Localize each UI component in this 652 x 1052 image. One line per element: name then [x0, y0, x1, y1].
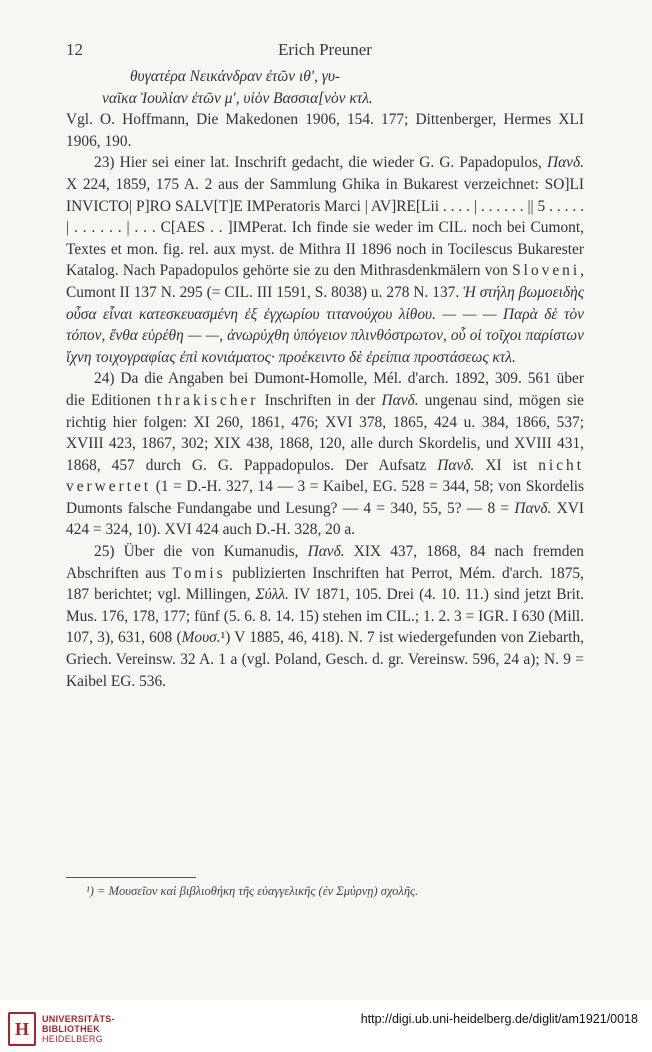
greek-abbreviation: Σύλλ. — [255, 586, 289, 604]
paragraph-text: (1 = D.-H. 327, 14 — 3 = Kaibel, EG. 528 = 344, 58; von Skordelis Dumonts falsche Fundangabe und Lesung? — 4 = 340, 55, 5? — 8 = — [66, 478, 584, 517]
logo-line-2: BIBLIOTHEK — [42, 1024, 100, 1034]
permalink-url[interactable]: http://digi.ub.uni-heidelberg.de/diglit/am1921/0018 — [360, 1012, 638, 1026]
paragraph-text: XIX 437, 1868, 84 nach fremden Abschriften aus — [66, 543, 584, 582]
greek-abbreviation: Πανδ. — [546, 154, 584, 172]
digitization-footer — [0, 1000, 652, 1052]
spaced-emphasis: Tomis — [172, 564, 226, 582]
paragraph-text: 24) Da die Angaben bei Dumont-Homolle, Mél. d'arch. 1892, 309. 561 über die Editionen — [66, 370, 584, 409]
paragraph-text: XI ist — [474, 456, 539, 474]
paragraph-text: Inschriften in der — [258, 391, 382, 409]
greek-heading-line-2: ναῖκα Ἰουλίαν ἐτῶν μ', υἱὸν Βασσια[νὸν κτλ. — [102, 89, 373, 107]
footnote-marker: ¹) — [86, 884, 94, 898]
paragraph-text: XVI 424 = 324, 10). XVI 424 auch D.-H. 328, 20 a. — [66, 499, 584, 539]
paragraph-text: 23) Hier sei einer lat. Inschrift gedacht, die wieder G. G. Papadopulos, — [94, 154, 547, 172]
footnote — [86, 883, 586, 899]
spaced-emphasis: thrakischer — [157, 391, 259, 409]
greek-quotation: Ἡ στήλη βωμοειδὴς οὖσα εἶναι κατεσκευασμένη ἐξ ἐγχωρίου τιτανούχου λίθου. — — — Παρὰ δὲ τὸν τόπον, ἔνθα εὑρέθη — —, ἀνωρύχθη ὑπόγειον πλινθόστρωτον, οὗ οἱ τοῖχοι παρίστων ἴχνη τοιχογραφίας ἐπὶ κονιάματος· προέκειντο δὲ ἐρείπια προστάσεως κτλ. — [66, 283, 584, 366]
paragraph-text: ¹) V 1885, 46, 418). N. 7 ist wiedergefunden von Ziebarth, Griech. Vereinsw. 32 A. 1 a (vgl. Poland, Gesch. d. gr. Vereinsw. 596, 24 a); N. 9 = Kaibel EG. 536. — [66, 629, 585, 690]
paragraph-continuation — [66, 109, 584, 152]
running-head-author: Erich Preuner — [278, 40, 372, 59]
greek-abbreviation: Πανδ. — [437, 456, 475, 474]
spaced-emphasis: Sloveni — [512, 262, 581, 280]
paragraph-text: Vgl. O. Hoffmann, Die Makedonen 1906, 154. 177; Dittenberger, Hermes XLI 1906, 190. — [66, 111, 584, 150]
university-library-logo[interactable] — [8, 1012, 148, 1048]
greek-abbreviation: Πανδ. — [381, 391, 419, 409]
paragraph-24 — [66, 368, 584, 541]
paragraph-text: X 224, 1859, 175 A. 2 aus der Sammlung Ghika in Bukarest verzeichnet: SO]LI INVICTO| P]RO SALV[T]E IMPeratoris Marci | AV]RE[Lii . . . . | . . . . . . || 5 . . . . . | . . . . . . | . . . C[AES . . ]IMPerat. Ich finde sie weder im CIL. noch bei Cumont, Textes et mon. fig. rel. aux myst. de Mithra II 1896 noch in Tocilescus Bukarester Katalog. Nach Papadopulos gehörte sie zu den Mithrasdenkmälern von — [66, 175, 584, 280]
paragraph-text: IV 1871, 105. Drei (4. 10. 11.) sind jetzt Brit. Mus. 176, 178, 177; fünf (5. 6. 8. 14. 15) stehen im CIL.; 1. 2. 3 = IGR. I 630 (Mill. 107, 3), 631, 608 ( — [66, 586, 584, 647]
paragraph-25 — [66, 541, 584, 692]
page-number: 12 — [66, 40, 83, 59]
footnote-text: = Μουσεῖον καὶ βιβλιοθήκη τῆς εὐαγγελικῆς (ἐν Σμύρνῃ) σχολῆς. — [97, 884, 419, 898]
footnote-rule — [66, 877, 196, 878]
paragraph-text: 25) Über die von Kumanudis, — [94, 543, 308, 561]
running-head — [66, 40, 584, 60]
greek-abbreviation: Πανδ. — [514, 499, 552, 517]
paragraph-text: , Cumont II 137 N. 295 (= CIL. III 1591, S. 8038) u. 278 N. 137. — [66, 262, 584, 301]
logo-line-1: UNIVERSITÄTS- — [42, 1014, 115, 1024]
greek-abbreviation: Πανδ. — [307, 543, 345, 561]
greek-abbreviation: Μουσ. — [181, 629, 221, 647]
paragraph-23 — [66, 152, 584, 368]
spaced-emphasis: nicht verwertet — [66, 456, 585, 496]
main-text — [66, 66, 584, 692]
paragraph-text: ungenau sind, mögen sie richtig hier folgen: XI 260, 1861, 476; XVI 378, 1865, 424 u. 384, 1866, 537; XVIII 423, 1867, 302; XIX 438, 1868, 120, alle durch Skordelis, und XVIII 431, 1868, 457 durch G. G. Pappadopulos. Der Aufsatz — [66, 391, 584, 474]
logo-wordmark — [42, 1014, 152, 1044]
greek-heading-line-1: θυγατέρα Νεικάνδραν ἐτῶν ιθ', γυ- — [130, 68, 341, 85]
paragraph-text: publizierten Inschriften hat Perrot, Mém. d'arch. 1875, 187 berichtet; vgl. Millingen, — [66, 564, 584, 604]
heidelberg-h-icon: H — [8, 1012, 36, 1046]
logo-line-3: HEIDELBERG — [42, 1034, 104, 1044]
greek-inscription-heading — [66, 66, 584, 109]
